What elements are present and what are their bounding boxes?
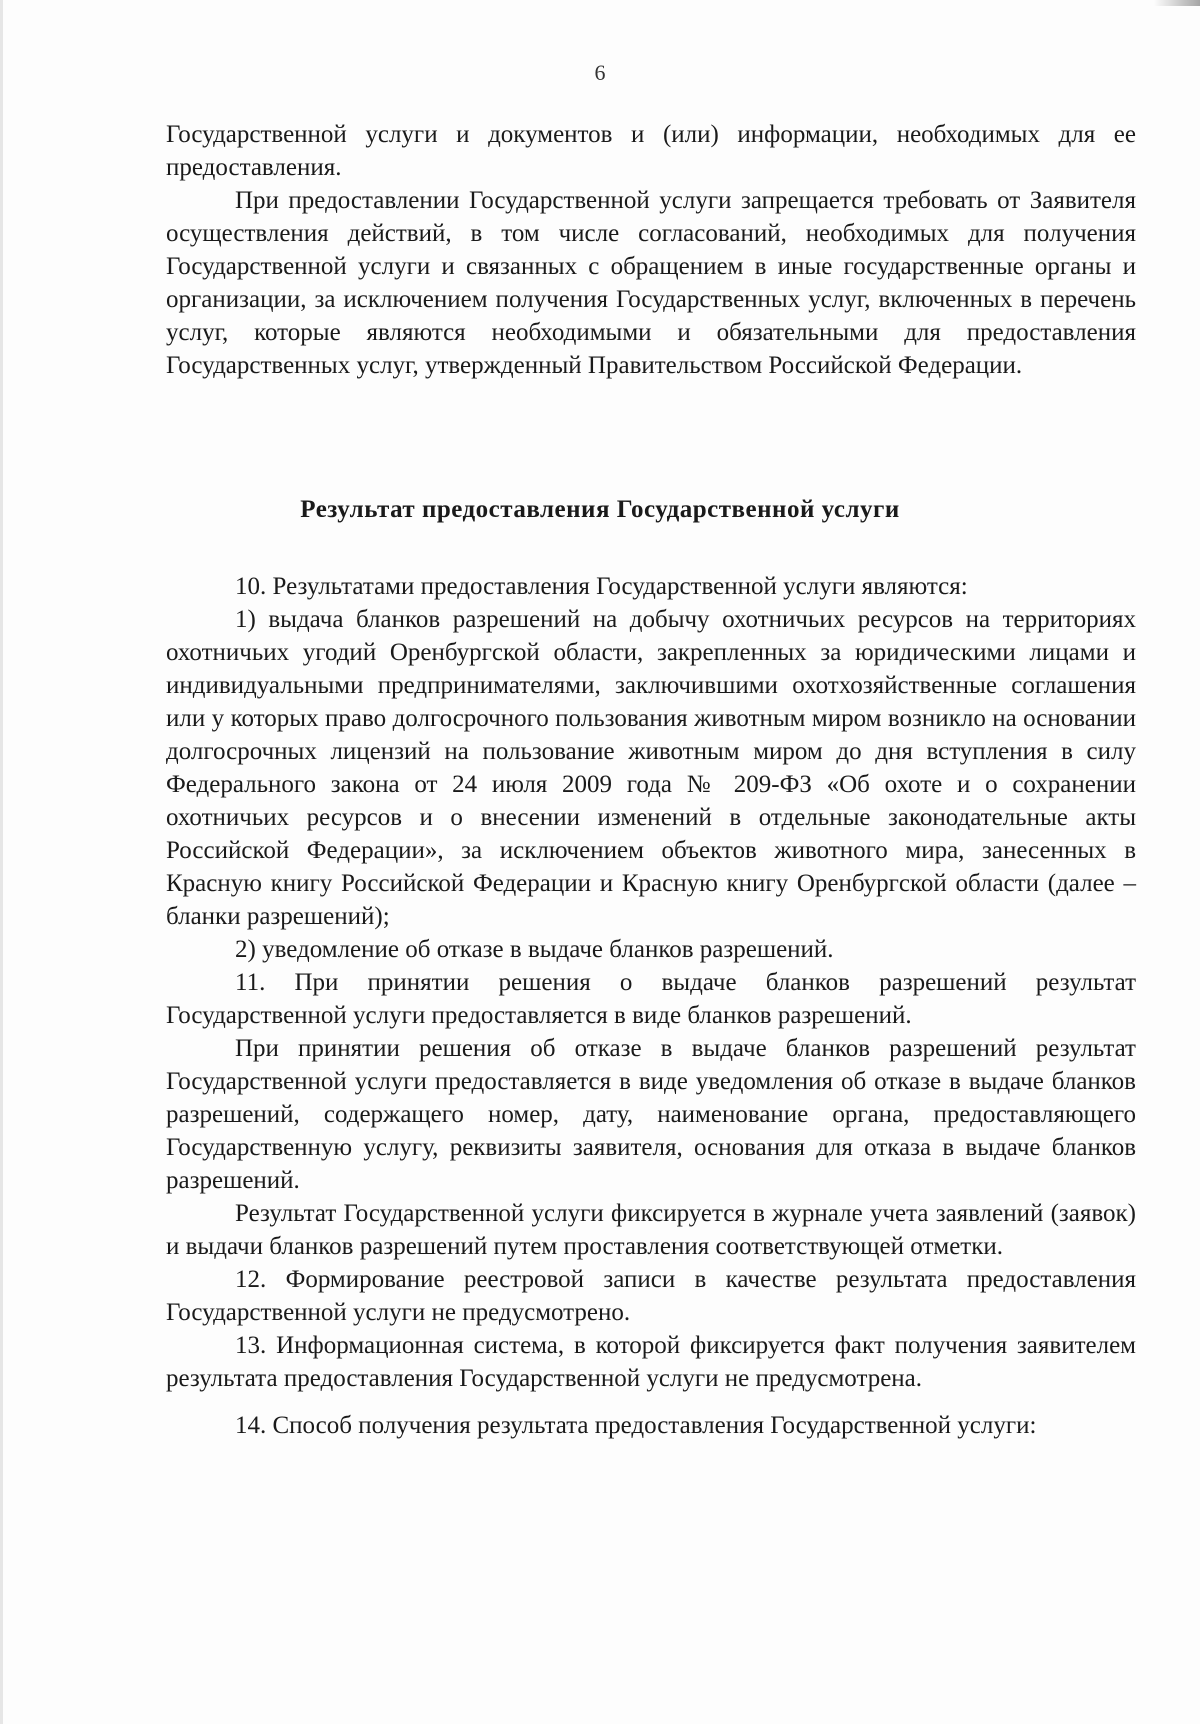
paragraph-11-journal: Результат Государственной услуги фиксируется в журнале учета заявлений (заявок) и выдачи бланков разрешений путем проставления соответствующей отметки. xyxy=(166,1200,1136,1260)
scan-corner-mark xyxy=(1154,0,1200,6)
section-results xyxy=(166,570,1136,1442)
paragraph-10: 10. Результатами предоставления Государственной услуги являются: xyxy=(235,573,968,600)
section-intro xyxy=(166,118,1136,382)
paragraph-14: 14. Способ получения результата предоставления Государственной услуги: xyxy=(235,1412,1037,1439)
paragraph-continuation: Государственной услуги и документов и (или) информации, необходимых для ее предоставления. xyxy=(166,121,1136,181)
paragraph-prohibition: При предоставлении Государственной услуги запрещается требовать от Заявителя осуществления действий, в том числе согласований, необходимых для получения Государственной услуги и связанных с обращением в иные государственные органы и организации, за исключением получения Государственных услуг, включенных в перечень услуг, которые являются необходимыми и обязательными для предоставления Государственных услуг, утвержденный Правительством Российской Федерации. xyxy=(166,187,1136,379)
scan-left-edge xyxy=(0,0,3,1724)
paragraph-13: 13. Информационная система, в которой фиксируется факт получения заявителем результата предоставления Государственной услуги не предусмотрена. xyxy=(166,1332,1136,1392)
paragraph-12: 12. Формирование реестровой записи в качестве результата предоставления Государственной услуги не предусмотрено. xyxy=(166,1266,1136,1326)
paragraph-11-refusal: При принятии решения об отказе в выдаче бланков разрешений результат Государственной услуги предоставляется в виде уведомления об отказе в выдаче бланков разрешений, содержащего номер, дату, наименование органа, предоставляющего Государственную услугу, реквизиты заявителя, основания для отказа в выдаче бланков разрешений. xyxy=(166,1035,1136,1194)
paragraph-10-item-1: 1) выдача бланков разрешений на добычу охотничьих ресурсов на территориях охотничьих угодий Оренбургской области, закрепленных за юридическими лицами и индивидуальными предпринимателями, заключившими охотхозяйственные соглашения или у которых право долгосрочного пользования животным миром возникло на основании долгосрочных лицензий на пользование животным миром до дня вступления в силу Федерального закона от 24 июля 2009 года № 209-ФЗ «Об охоте и о сохранении охотничьих ресурсов и о внесении изменений в отдельные законодательные акты Российской Федерации», за исключением объектов животного мира, занесенных в Красную книгу Российской Федерации и Красную книгу Оренбургской области (далее – бланки разрешений); xyxy=(166,606,1136,930)
page-number: 6 xyxy=(594,60,606,85)
paragraph-10-item-2: 2) уведомление об отказе в выдаче бланков разрешений. xyxy=(235,936,834,963)
paragraph-11: 11. При принятии решения о выдаче бланков разрешений результат Государственной услуги предоставляется в виде бланков разрешений. xyxy=(166,969,1136,1029)
section-heading: Результат предоставления Государственной услуги xyxy=(300,496,900,523)
